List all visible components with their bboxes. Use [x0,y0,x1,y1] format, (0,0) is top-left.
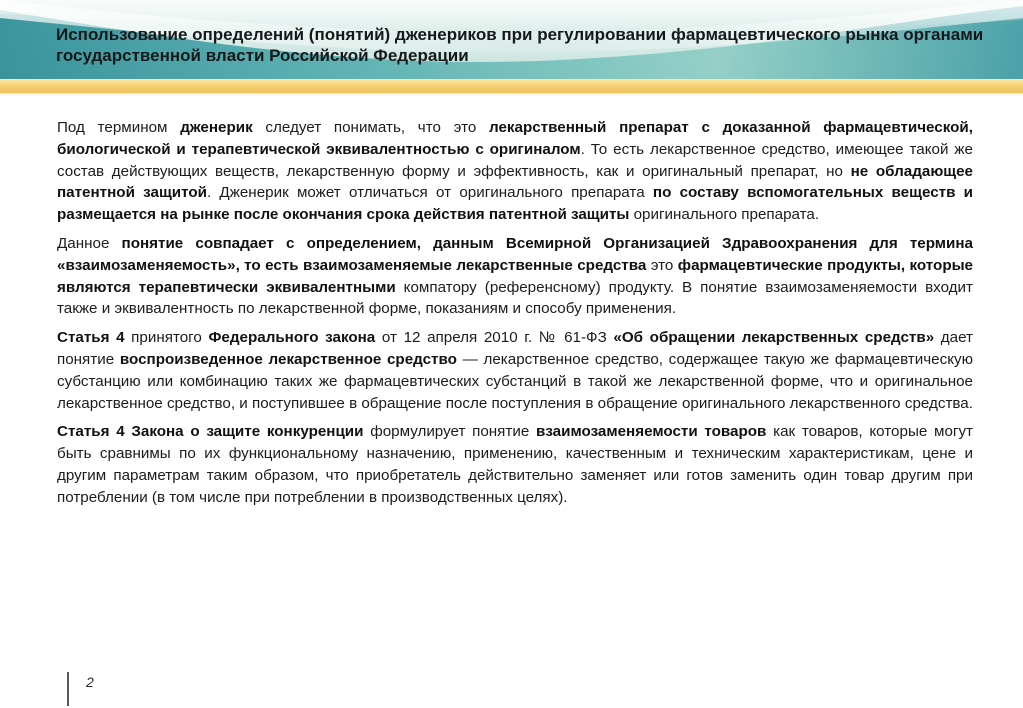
paragraph-federal-law-61 [57,327,973,414]
bold-term: не обладающее патентной защитой [57,162,973,202]
text-run: . Дженерик может отличаться от оригинального препарата [206,184,653,202]
bold-term: дженерик [180,119,253,136]
header-gold-bar [0,79,1023,93]
text-run: . То есть лекарственное средство, имеющее такой же состав действующих веществ, лекарственную форму и эффективность, как и оригинальный препарат, но [57,140,973,180]
text-run: дает понятие [57,329,973,368]
text-run: оригинального препарата. [629,206,820,224]
text-run: Данное [57,234,122,252]
text-run: следует понимать, что это [252,119,490,136]
bold-term: воспроизведенное лекарственное средство [119,350,457,368]
bold-term: взаимозаменяемости товаров [536,423,767,441]
bold-term: понятие совпадает с определением, данным Всемирной Организацией Здравоохранения для термина «взаимозаменяемость», то есть взаимозаменяемые лекарственные средства [57,234,973,274]
bold-term: Статья 4 Закона о защите конкуренции [57,423,364,441]
bold-term: Федерального закона [208,329,376,347]
text-run: — лекарственное средство, содержащее такую же фармацевтическую субстанцию или комбинацию таких же фармацевтических субстанций в такой же лекарственной форме, что и оригинальное лекарственное средство, и поступившее в обращение после поступления в обращение оригинального лекарственного средства. [57,350,973,412]
text-run: формулирует понятие [363,423,536,441]
text-run: Под термином [57,119,181,136]
bold-term: «Об обращении лекарственных средств» [613,329,935,347]
bold-term: по составу вспомогательных веществ и размещается на рынке после окончания срока действия патентной защиты [57,184,973,224]
bold-term: лекарственный препарат с доказанной фармацевтической, биологической и терапевтической эквивалентностью с оригиналом [57,119,973,158]
text-run: это [646,256,678,274]
text-run: принятого [124,329,209,347]
text-run: компатору (референсному) продукту. В понятие взаимозаменяемости входит также и эквивалентность по лекарственной форме, показаниям и способу применения. [57,278,973,318]
bold-term: Статья 4 [57,329,125,347]
slide-title: Использование определений (понятий) дженериков при регулировании фармацевтического рынка органами государственной власти Российской Федерации [56,25,984,65]
paragraph-generic-definition [57,117,973,226]
slide-body [57,117,973,516]
paragraph-competition-law [57,421,973,508]
page-number: 2 [86,674,94,690]
text-run: от 12 апреля 2010 г. № 61-ФЗ [375,329,614,347]
bold-term: фармацевтические продукты, которые являются терапевтически эквивалентными [57,256,974,296]
paragraph-who-interchangeability [57,233,973,320]
gold-bar-shadow [0,93,1023,96]
text-run: как товаров, которые могут быть сравнимы по их функциональному назначению, применению, качественным и техническим характеристикам, цене и другим параметрам таким образом, что приобретатель действительно заменяет или готов заменить один товар другим при потреблении (в том числе при потреблении в производственных целях). [57,423,973,506]
footer-divider [67,672,69,706]
slide-header [0,0,1023,79]
